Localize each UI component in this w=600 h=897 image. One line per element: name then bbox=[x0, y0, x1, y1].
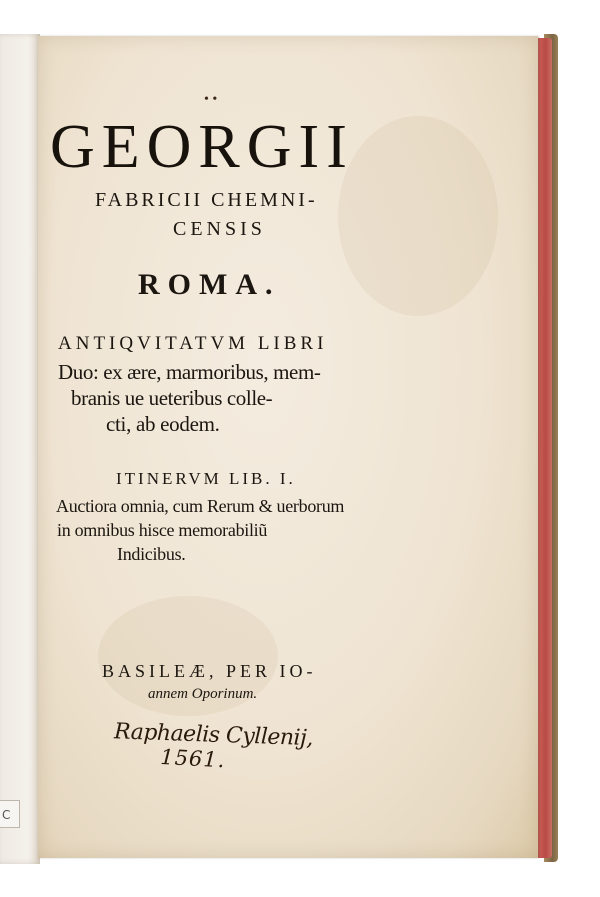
imprint-line2: annem Oporinum. bbox=[148, 686, 258, 702]
imprint-line1: BASILEÆ, PER IO- bbox=[102, 661, 317, 681]
subtitle-line1: Duo: ex ære, marmoribus, mem- bbox=[58, 360, 321, 384]
auctiora-line1: Auctiora omnia, cum Rerum & uerborum bbox=[56, 496, 345, 516]
ownership-inscription: Raphaelis Cyllenij, bbox=[113, 719, 314, 752]
inscription-date: 1561. bbox=[159, 744, 227, 773]
itinerum-heading: ITINERVM LIB. I. bbox=[116, 469, 296, 488]
author-name-line2: FABRICII CHEMNI- bbox=[95, 189, 318, 211]
work-title: ROMA. bbox=[138, 268, 281, 301]
auctiora-line2: in omnibus hisce memorabiliũ bbox=[57, 520, 268, 540]
subtitle-line3: cti, ab eodem. bbox=[106, 412, 220, 436]
left-facing-page bbox=[0, 34, 40, 864]
author-name-line3: CENSIS bbox=[173, 218, 266, 240]
left-page-tab: C bbox=[0, 800, 20, 828]
ornament-dots: • • bbox=[204, 92, 218, 107]
author-name-line1: GEORGII bbox=[50, 113, 354, 181]
subtitle-caps: ANTIQVITATVM LIBRI bbox=[58, 333, 328, 354]
auctiora-line3: Indicibus. bbox=[117, 544, 186, 564]
subtitle-line2: branis ue ueteribus colle- bbox=[71, 386, 273, 410]
title-page bbox=[38, 36, 538, 858]
